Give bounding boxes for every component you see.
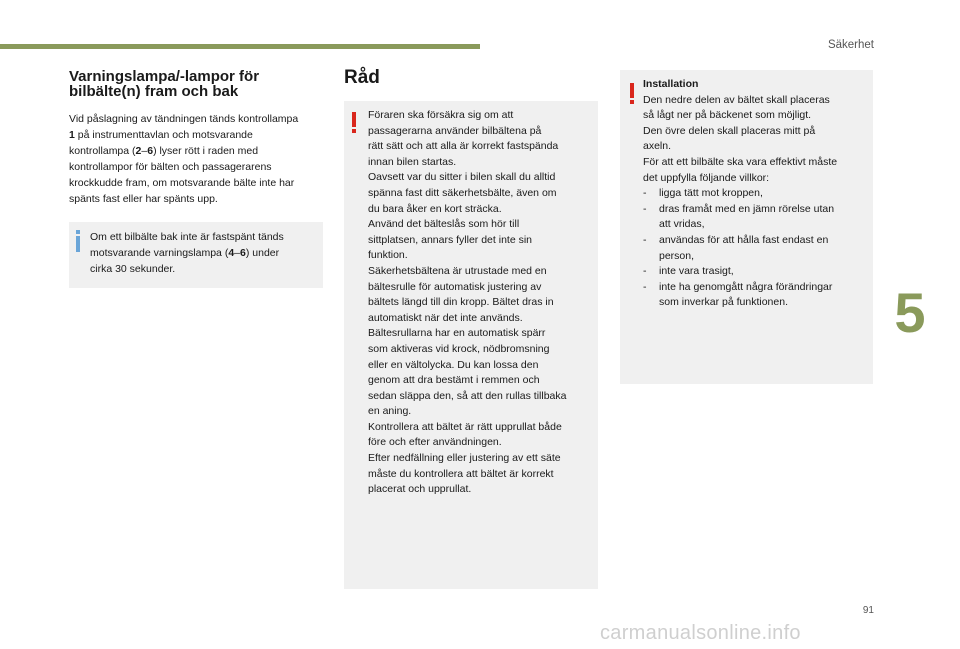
text-line: Bältesrullarna har en automatisk spärr — [368, 327, 546, 340]
text-line: Vid påslagning av tändningen tänds kontrollampa — [69, 113, 299, 125]
text-line: För att ett bilbälte ska vara effektivt måste — [643, 155, 838, 168]
list-dash: - — [643, 280, 647, 293]
text-line: Den övre delen skall placeras mitt på — [643, 124, 816, 137]
page-number: 91 — [862, 605, 874, 616]
text-line: Den nedre delen av bältet skall placeras — [643, 93, 830, 106]
list-text — [659, 280, 871, 311]
list-text — [659, 186, 871, 202]
text-line: Om ett bilbälte bak inte är fastspänt tänds — [90, 231, 284, 243]
list-line: att vridas, — [659, 218, 705, 231]
exclamation-icon — [352, 112, 357, 133]
lamp-ref: 2 — [135, 145, 142, 157]
list-item — [643, 202, 871, 233]
lamp-ref: 4 — [228, 247, 235, 259]
text-line: sittplatsen, annars fyller det inte sin — [368, 233, 533, 246]
list-item — [643, 233, 871, 264]
exclamation-icon — [630, 83, 635, 104]
list-text — [659, 202, 871, 233]
lamp-ref: 6 — [147, 145, 154, 157]
heading-line: bilbälte(n) fram och bak — [69, 83, 239, 100]
text-line: Säkerhetsbältena är utrustade med en — [368, 264, 547, 277]
text-run: på instrumenttavlan och motsvarande — [74, 129, 253, 141]
text-line: så lågt ner på bäckenet som möjligt. — [643, 109, 812, 122]
lamp-ref: 1 — [69, 129, 75, 141]
text-line: du bara åker en kort sträcka. — [368, 202, 502, 215]
watermark: carmanualsonline.info — [600, 622, 801, 644]
list-line: ligga tätt mot kroppen, — [659, 187, 763, 200]
text-line: innan bilen startas. — [368, 155, 457, 168]
text-run: ) under — [245, 247, 280, 259]
text-run: – — [141, 145, 148, 157]
left-column — [69, 69, 323, 207]
info-box — [69, 222, 323, 288]
advice-warning-box — [344, 101, 598, 589]
list-text — [659, 264, 871, 280]
list-item — [643, 280, 871, 311]
text-line: spänna fast ditt säkerhetsbälte, även om — [368, 186, 557, 199]
list-line: person, — [659, 249, 695, 262]
text-line: axeln. — [643, 140, 672, 153]
list-line: som inverkar på funktionen. — [659, 296, 788, 309]
text-line: Oavsett var du sitter i bilen skall du alltid — [368, 171, 556, 184]
list-line: inte ha genomgått några förändringar — [659, 280, 833, 293]
header-accent-bar — [0, 44, 480, 49]
installation-title: Installation — [643, 78, 699, 90]
text-line: automatiskt när det inte används. — [368, 311, 523, 324]
list-item — [643, 186, 871, 202]
text-line: som aktiveras vid krock, nödbromsning — [368, 342, 550, 355]
intro-paragraph — [69, 111, 323, 207]
text-line — [90, 245, 317, 261]
text-line: kontrollampor för bälten och passagerarens — [69, 161, 272, 173]
text-line: eller en vältolycka. Du kan lossa den — [368, 358, 539, 371]
text-run: ) lyser rött i raden med — [153, 145, 259, 157]
text-line: rätt sätt och att alla är korrekt fastspända — [368, 140, 559, 153]
list-text — [659, 233, 871, 264]
list-dash: - — [643, 202, 647, 215]
text-line: måste du kontrollera att bältet är korrekt — [368, 467, 554, 480]
text-line: före och efter användningen. — [368, 436, 502, 449]
text-line: placerat och upprullat. — [368, 483, 472, 496]
text-line: det uppfylla följande villkor: — [643, 171, 770, 184]
text-line: Använd det bälteslås som hör till — [368, 218, 520, 231]
text-run: kontrollampa ( — [69, 145, 136, 157]
list-line: dras framåt med en jämn rörelse utan — [659, 202, 835, 215]
text-line: cirka 30 sekunder. — [90, 263, 176, 275]
text-line: bältesrulle för automatisk justering av — [368, 280, 542, 293]
list-item — [643, 264, 871, 280]
advice-text — [368, 108, 596, 498]
text-line — [69, 143, 323, 159]
text-line: spänts fast eller har spänts upp. — [69, 193, 218, 205]
text-line: bältets längd till din kropp. Bältet dras in — [368, 296, 554, 309]
chapter-number: 5 — [894, 281, 926, 344]
text-run: motsvarande varningslampa ( — [90, 247, 229, 259]
section-title: Säkerhet — [827, 39, 874, 51]
text-line: Kontrollera att bältet är rätt upprullat både — [368, 420, 562, 433]
text-line — [69, 127, 323, 143]
text-line: en aning. — [368, 405, 412, 418]
lamp-ref: 6 — [240, 247, 246, 259]
text-line: krockkudde fram, om motsvarande bälte inte har — [69, 177, 295, 189]
list-line: användas för att hålla fast endast en — [659, 233, 829, 246]
text-line: genom att dra bestämt i remmen och — [368, 374, 540, 387]
info-text — [90, 229, 317, 277]
advice-heading: Råd — [344, 67, 380, 88]
text-line: funktion. — [368, 249, 408, 262]
text-line: Föraren ska försäkra sig om att — [368, 109, 514, 121]
list-dash: - — [643, 265, 647, 278]
section-heading — [69, 69, 323, 99]
text-run: – — [234, 247, 241, 259]
heading-line: Varningslampa/-lampor för — [69, 68, 260, 85]
text-line: sedan släppa den, så att den rullas tillbaka — [368, 389, 567, 402]
installation-text — [643, 77, 871, 311]
list-dash: - — [643, 187, 647, 200]
info-icon — [76, 230, 80, 254]
list-line: inte vara trasigt, — [659, 265, 734, 278]
text-line: Efter nedfällning eller justering av ett säte — [368, 452, 561, 465]
text-line: passagerarna använder bilbältena på — [368, 124, 542, 137]
list-dash: - — [643, 233, 647, 246]
installation-warning-box — [620, 70, 873, 384]
